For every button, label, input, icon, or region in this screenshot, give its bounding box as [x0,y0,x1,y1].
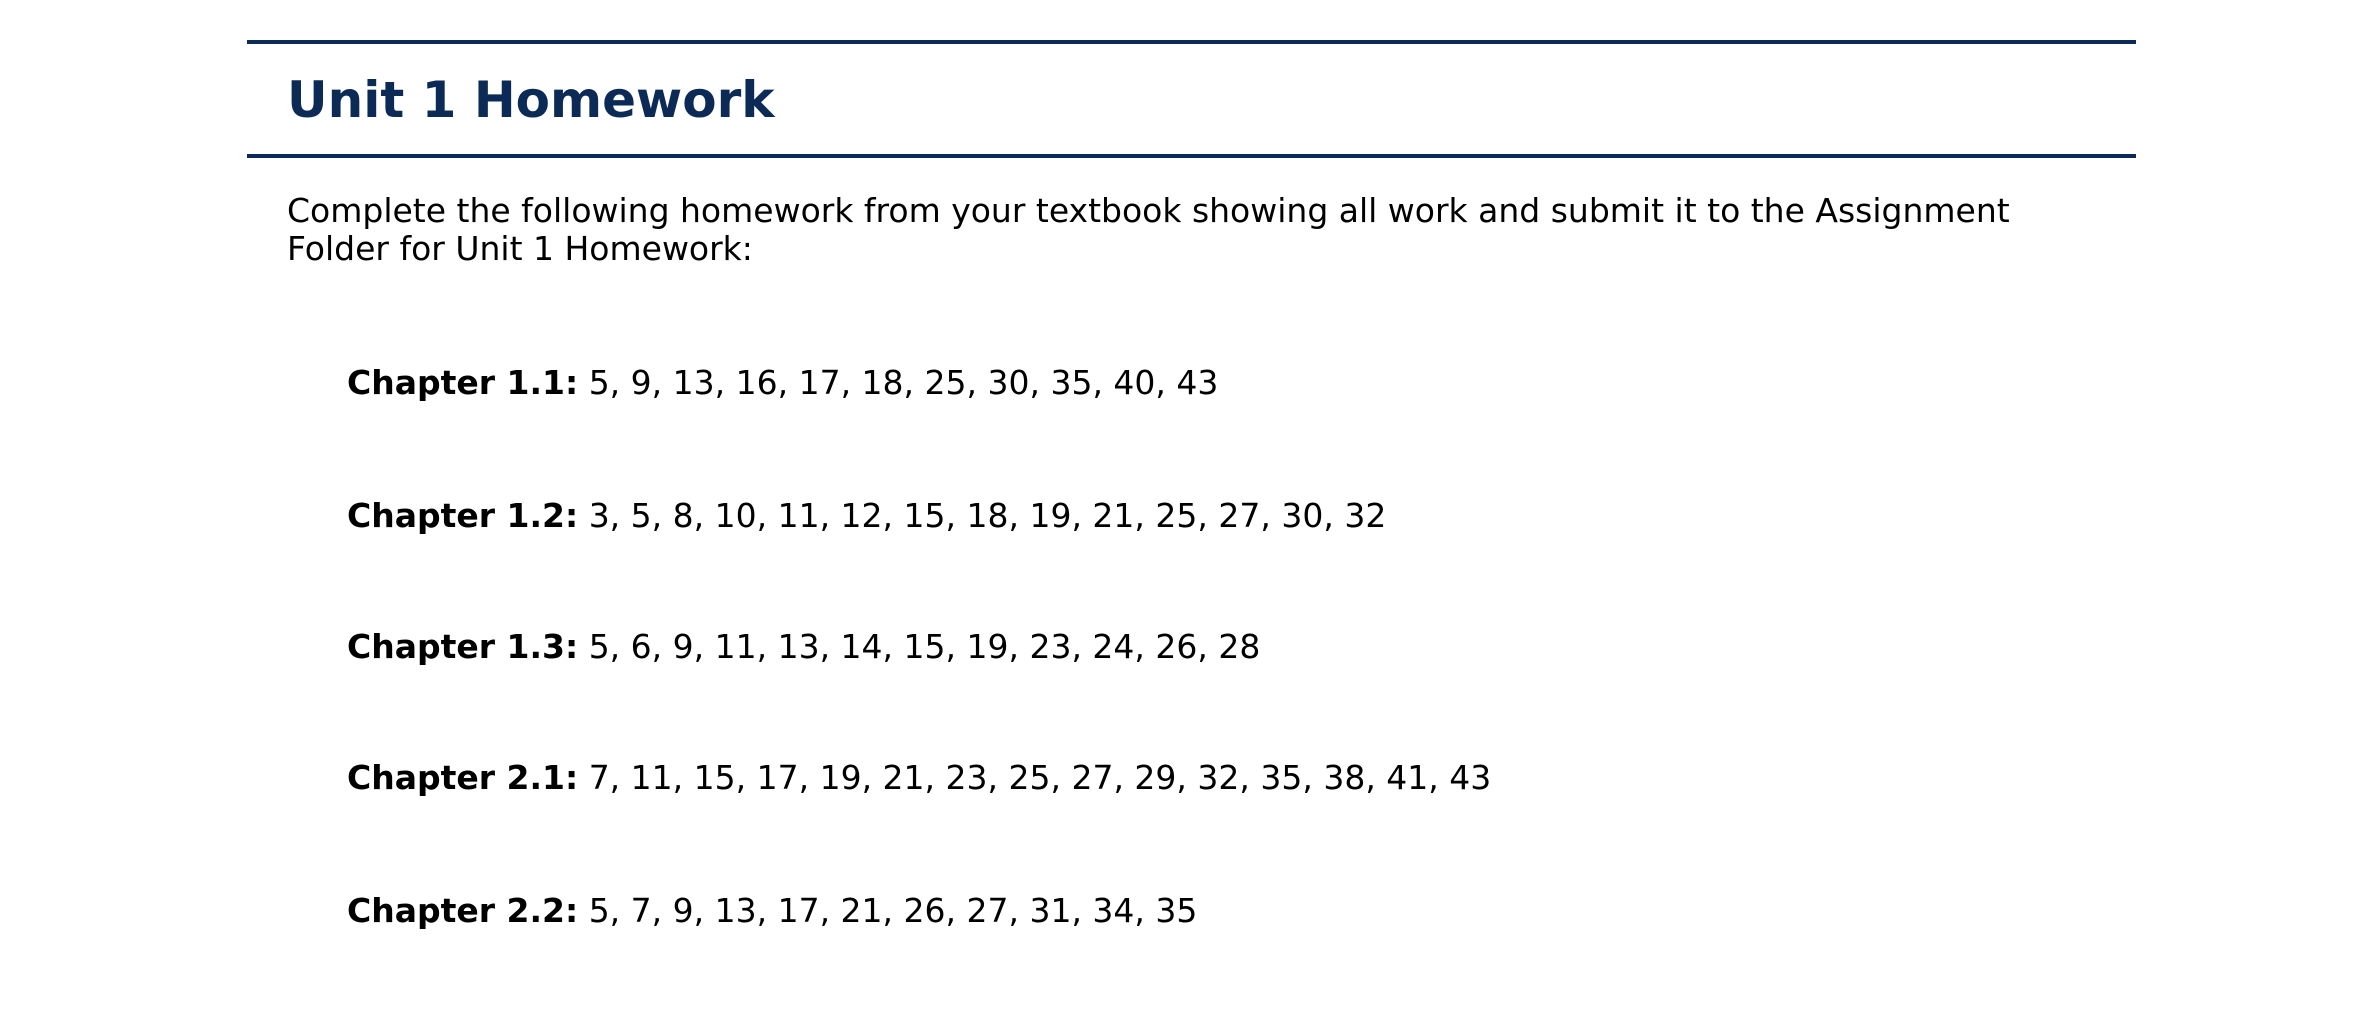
chapter-label: Chapter 1.2: [347,496,579,535]
top-divider [247,40,2136,44]
chapter-assignment-item [347,496,1386,536]
problem-numbers: 5, 9, 13, 16, 17, 18, 25, 30, 35, 40, 43 [588,363,1219,402]
problem-numbers: 5, 6, 9, 11, 13, 14, 15, 19, 23, 24, 26, 28 [588,627,1261,666]
chapter-label: Chapter 1.1: [347,363,579,402]
chapter-label: Chapter 2.2: [347,891,579,930]
chapter-assignment-item [347,891,1197,931]
problem-numbers: 7, 11, 15, 17, 19, 21, 23, 25, 27, 29, 32, 35, 38, 41, 43 [588,758,1492,797]
chapter-label: Chapter 2.1: [347,758,579,797]
problem-numbers: 5, 7, 9, 13, 17, 21, 26, 27, 31, 34, 35 [588,891,1198,930]
page-title: Unit 1 Homework [287,71,775,129]
instructions-text: Complete the following homework from your textbook showing all work and submit it to the Assignment Folder for Unit 1 Homework: [287,191,2010,268]
chapter-assignment-item [347,758,1491,798]
chapter-assignment-item [347,363,1218,403]
chapter-assignment-item [347,627,1260,667]
title-divider [247,154,2136,158]
chapter-label: Chapter 1.3: [347,627,579,666]
problem-numbers: 3, 5, 8, 10, 11, 12, 15, 18, 19, 21, 25, 27, 30, 32 [588,496,1387,535]
